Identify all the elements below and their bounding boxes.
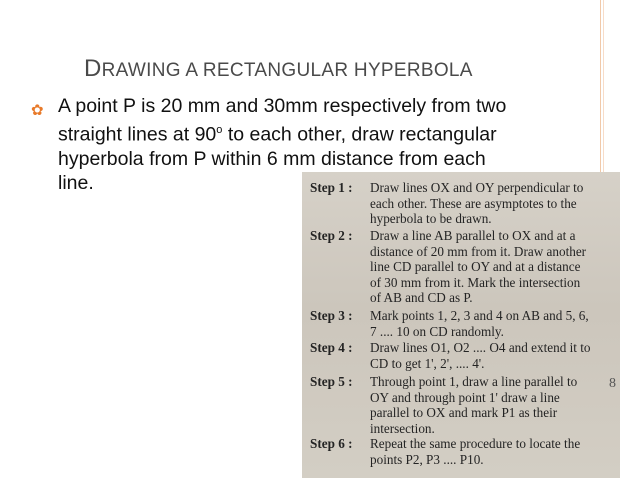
- step-label: Step 1 :: [310, 180, 353, 195]
- step-line: each other. These are asymptotes to the: [370, 195, 577, 211]
- step-body: [370, 228, 620, 306]
- bullet-line: A point P is 20 mm and 30mm respectively from two: [58, 95, 507, 117]
- step-line: Draw a line AB parallel to OX and at a: [370, 228, 576, 243]
- step-line: of 30 mm from it. Mark the intersection: [370, 274, 581, 290]
- bullet-line: hyperbola from P within 6 mm distance from each: [58, 147, 486, 170]
- step-body: [370, 180, 620, 227]
- bullet-line: straight lines at 90: [58, 123, 217, 146]
- step-label: Step 3 :: [310, 308, 353, 323]
- bullet-line: to each other, draw rectangular: [227, 123, 497, 146]
- step-label: Step 6 :: [310, 436, 353, 451]
- step-line: CD to get 1', 2', .... 4'.: [370, 355, 485, 371]
- step-line: Through point 1, draw a line parallel to: [370, 374, 578, 389]
- page-edge-mark: 8: [609, 376, 616, 391]
- step-body: [370, 308, 620, 339]
- step-line: of AB and CD as P.: [370, 290, 473, 306]
- step-body: [370, 374, 620, 436]
- title-rest: RAWING A RECTANGULAR HYPERBOLA: [101, 60, 473, 81]
- bullet-icon: ✿: [31, 102, 44, 119]
- textbook-photo: [302, 172, 620, 478]
- step-line: distance of 20 mm from it. Draw another: [370, 243, 587, 259]
- step-line: Mark points 1, 2, 3 and 4 on AB and 5, 6,: [370, 308, 589, 323]
- step-label: Step 4 :: [310, 340, 353, 355]
- step-line: line CD parallel to OY and at a distance: [370, 259, 581, 275]
- bullet-line: line.: [58, 171, 94, 194]
- step-line: 7 .... 10 on CD randomly.: [370, 323, 504, 339]
- degree-superscript: o: [216, 124, 223, 136]
- step-line: intersection.: [370, 420, 435, 436]
- step-line: points P2, P3 .... P10.: [370, 451, 484, 467]
- slide-title: [84, 55, 473, 83]
- step-line: parallel to OX and mark P1 as their: [370, 405, 558, 421]
- step-line: Draw lines O1, O2 .... O4 and extend it to: [370, 340, 591, 355]
- step-line: OY and through point 1' draw a line: [370, 389, 560, 405]
- step-body: [370, 340, 620, 371]
- step-line: Repeat the same procedure to locate the: [370, 436, 581, 451]
- step-line: hyperbola to be drawn.: [370, 211, 492, 227]
- step-label: Step 2 :: [310, 228, 353, 243]
- step-line: Draw lines OX and OY perpendicular to: [370, 180, 584, 195]
- step-label: Step 5 :: [310, 374, 353, 389]
- step-body: [370, 436, 620, 467]
- title-initial: D: [84, 55, 102, 82]
